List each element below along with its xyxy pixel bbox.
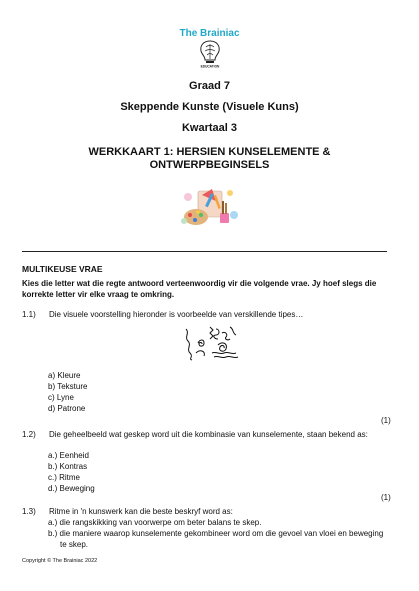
copyright-notice: Copyright © The Brainiac 2022 bbox=[22, 558, 98, 564]
options-1-1 bbox=[48, 370, 87, 414]
question-text: Die visuele voorstelling hieronder is voorbeelde van verskillende tipes… bbox=[49, 310, 304, 319]
options-1-2 bbox=[48, 450, 95, 494]
mark-allocation: (1) bbox=[381, 416, 391, 425]
options-1-3 bbox=[48, 517, 388, 550]
grade-title: Graad 7 bbox=[189, 80, 230, 92]
line-patterns-icon bbox=[182, 323, 240, 361]
option[interactable]: a.) die rangskikking van voorwerpe om beter balans te skep. bbox=[48, 518, 262, 527]
brand-name: The Brainiac bbox=[179, 28, 240, 39]
option[interactable]: d) Patrone bbox=[48, 404, 86, 413]
option[interactable]: b) Teksture bbox=[48, 382, 88, 391]
divider bbox=[22, 251, 387, 252]
art-supplies-icon bbox=[178, 185, 242, 229]
logo-text: EDUCATION bbox=[200, 64, 220, 69]
section-title: MULTIKEUSE VRAE bbox=[22, 264, 103, 274]
brain-bulb-logo-icon bbox=[196, 39, 224, 69]
question-number: 1.2) bbox=[22, 430, 36, 439]
option[interactable]: d.) Beweging bbox=[48, 484, 95, 493]
section-instructions: Kies die letter wat die regte antwoord verteenwoordig vir die volgende vrae. Jy hoef slegs die korrekte letter vir elke vraag te omkring. bbox=[22, 279, 377, 299]
question-text: Die geheelbeeld wat geskep word uit die kombinasie van kunselemente, staan bekend as: bbox=[49, 430, 368, 439]
question-number: 1.3) bbox=[22, 507, 36, 516]
option[interactable]: b.) die maniere waarop kunselemente gekombineer word om die gevoel van vloei en beweging te skep. bbox=[48, 529, 384, 549]
option[interactable]: c.) Ritme bbox=[48, 473, 80, 482]
option[interactable]: a.) Eenheid bbox=[48, 451, 89, 460]
mark-allocation: (1) bbox=[381, 493, 391, 502]
term-title: Kwartaal 3 bbox=[181, 122, 238, 134]
question-text: Ritme in 'n kunswerk kan die beste beskryf word as: bbox=[49, 507, 233, 516]
option[interactable]: b.) Kontras bbox=[48, 462, 88, 471]
question-number: 1.1) bbox=[22, 310, 36, 319]
option[interactable]: c) Lyne bbox=[48, 393, 74, 402]
option[interactable]: a) Kleure bbox=[48, 371, 81, 380]
subject-title: Skeppende Kunste (Visuele Kuns) bbox=[120, 101, 299, 113]
worksheet-title: WERKKAART 1: HERSIEN KUNSELEMENTE & ONTWERPBEGINSELS bbox=[88, 146, 331, 171]
